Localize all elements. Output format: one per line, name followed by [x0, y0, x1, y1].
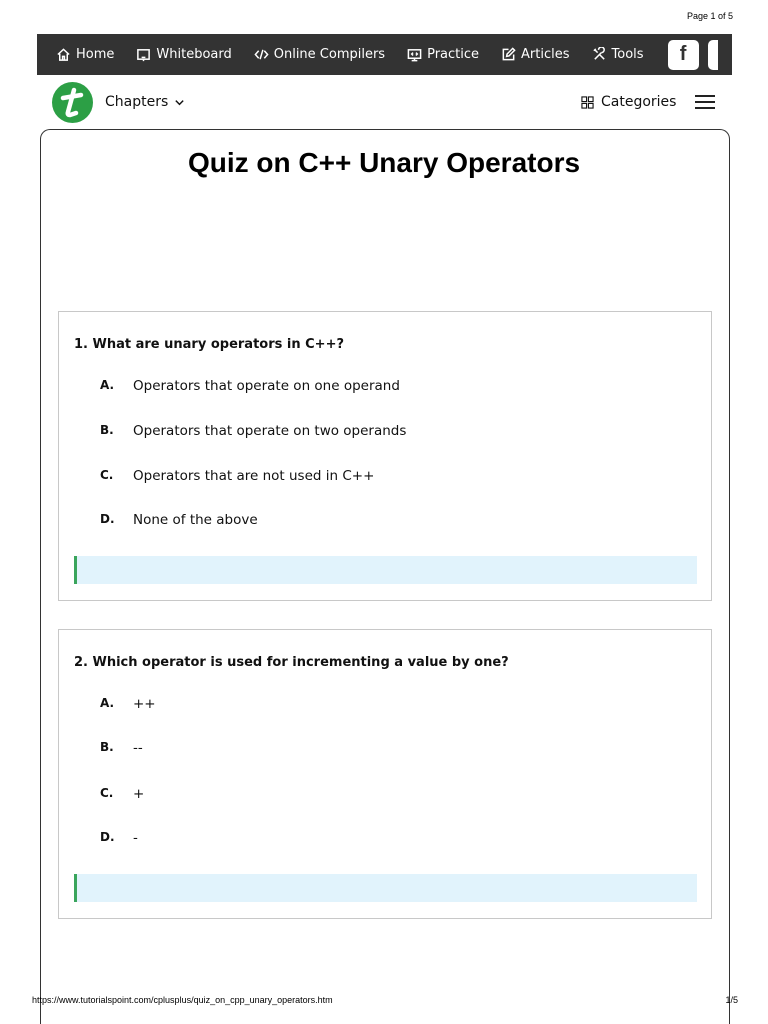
question-text: 2. Which operator is used for incrementing a value by one?: [74, 655, 509, 670]
nav-home-label: Home: [76, 47, 115, 62]
facebook-button[interactable]: [668, 40, 699, 70]
footer-page-number: 1/5: [725, 995, 738, 1005]
option-text[interactable]: Operators that are not used in C++: [133, 468, 375, 484]
whiteboard-icon: [136, 47, 151, 62]
nav-whiteboard-label: Whiteboard: [156, 47, 232, 62]
option-letter: A.: [100, 696, 115, 710]
option-letter: C.: [100, 786, 114, 800]
option-text[interactable]: +: [133, 786, 145, 802]
nav-practice-label: Practice: [427, 47, 480, 62]
question-text: 1. What are unary operators in C++?: [74, 337, 344, 352]
home-icon: [56, 47, 71, 62]
nav-online-compilers[interactable]: [254, 47, 385, 62]
nav-tools-label: Tools: [611, 47, 644, 62]
page-indicator: Page 1 of 5: [686, 11, 733, 21]
categories-button[interactable]: [581, 94, 676, 110]
facebook-icon: f: [679, 43, 687, 65]
chevron-down-icon: [174, 97, 185, 108]
chapters-label: Chapters: [105, 94, 169, 110]
option-letter: B.: [100, 423, 114, 437]
chapters-dropdown[interactable]: [105, 94, 185, 110]
question-card: [58, 311, 712, 601]
edit-icon: [501, 47, 516, 62]
social-button-partial[interactable]: [708, 40, 718, 70]
page-title: Quiz on C++ Unary Operators: [187, 147, 581, 178]
option-text[interactable]: None of the above: [133, 512, 258, 528]
tools-icon: [592, 47, 607, 62]
footer-url: https://www.tutorialspoint.com/cplusplus/quiz_on_cpp_unary_operators.htm: [32, 995, 333, 1005]
nav-articles[interactable]: [501, 47, 569, 62]
tutorialspoint-logo-icon: [52, 82, 93, 123]
answer-panel[interactable]: [74, 556, 697, 584]
nav-practice[interactable]: [407, 47, 479, 62]
hamburger-menu-icon[interactable]: [695, 95, 715, 109]
option-text[interactable]: Operators that operate on one operand: [133, 378, 400, 394]
option-text[interactable]: Operators that operate on two operands: [133, 423, 407, 439]
nav-whiteboard[interactable]: [136, 47, 231, 62]
nav-tools[interactable]: [592, 47, 644, 62]
grid-icon: [581, 96, 594, 109]
option-text[interactable]: --: [133, 740, 143, 756]
practice-icon: [407, 47, 422, 62]
code-icon: [254, 47, 269, 62]
option-letter: A.: [100, 378, 115, 392]
option-letter: B.: [100, 740, 114, 754]
categories-label: Categories: [601, 94, 677, 110]
option-letter: D.: [100, 830, 115, 844]
question-card: [58, 629, 712, 919]
nav-articles-label: Articles: [521, 47, 570, 62]
answer-panel[interactable]: [74, 874, 697, 902]
nav-online-compilers-label: Online Compilers: [273, 47, 386, 62]
site-logo[interactable]: [52, 82, 93, 123]
nav-home[interactable]: [56, 47, 114, 62]
option-letter: C.: [100, 468, 114, 482]
option-letter: D.: [100, 512, 115, 526]
option-text[interactable]: -: [133, 830, 138, 846]
top-navigation-bar: [37, 34, 732, 75]
option-text[interactable]: ++: [133, 696, 156, 712]
